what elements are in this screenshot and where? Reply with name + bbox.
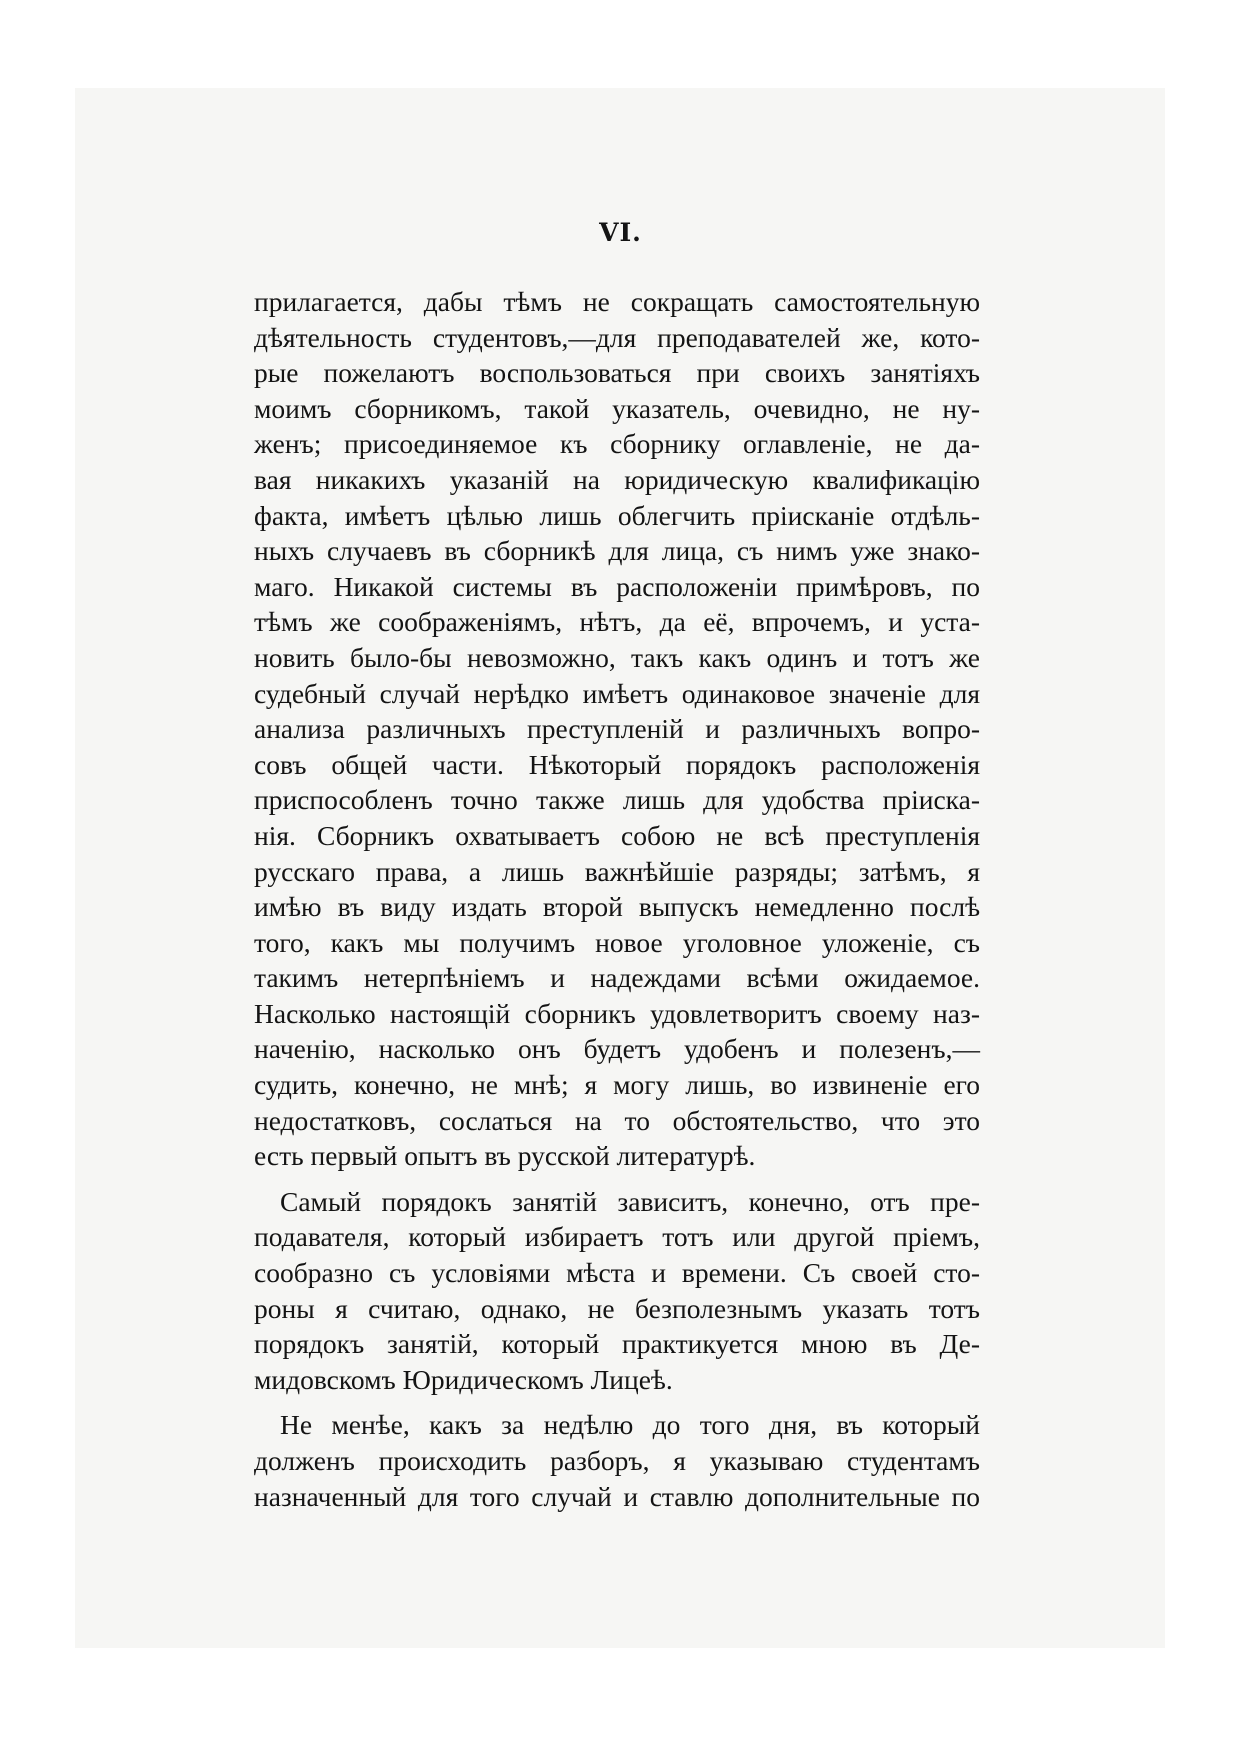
text-line: прилагается, дабы тѣмъ не сокращать самостоятельную	[254, 286, 980, 317]
text-line: судебный случай нерѣдко имѣетъ одинаковое значеніе для	[254, 677, 980, 709]
text-line: ныхъ случаевъ въ сборникѣ для лица, съ нимъ уже знако-	[254, 535, 980, 567]
text-line: сообразно съ условіями мѣста и времени. Съ своей сто-	[254, 1257, 980, 1289]
text-line: моимъ сборникомъ, такой указатель, очевидно, не ну-	[254, 392, 980, 424]
text-line: недостатковъ, сослаться на то обстоятельство, что это	[254, 1104, 980, 1136]
text-line: тѣмъ же соображеніямъ, нѣтъ, да её, впрочемъ, и уста-	[254, 606, 980, 638]
text-line: мидовскомъ Юридическомъ Лицеѣ.	[254, 1363, 673, 1395]
text-line: Не менѣе, какъ за недѣлю до того дня, въ который	[280, 1409, 980, 1441]
text-line: назначенный для того случай и ставлю дополнительные по	[254, 1480, 980, 1512]
text-line: анализа различныхъ преступленій и различныхъ вопро-	[254, 713, 980, 745]
text-line: того, какъ мы получимъ новое уголовное уложеніе, съ	[254, 926, 980, 958]
body-text	[254, 284, 980, 1524]
page-number: VI.	[599, 218, 642, 247]
text-line: порядокъ занятій, который практикуется мною въ Де-	[254, 1328, 980, 1360]
text-line: долженъ происходить разборъ, я указываю студентамъ	[254, 1445, 980, 1476]
text-line: русскаго права, а лишь важнѣйшіе разряды; затѣмъ, я	[254, 855, 980, 887]
text-line: дѣятельность студентовъ,—для преподавателей же, кото-	[254, 321, 980, 353]
text-line: Насколько настоящій сборникъ удовлетворитъ своему наз-	[254, 997, 980, 1029]
paragraph-2	[254, 1184, 980, 1398]
text-line: факта, имѣетъ цѣлью лишь облегчить прiисканіе отдѣль-	[254, 499, 980, 531]
text-line: судить, конечно, не мнѣ; я могу лишь, во извиненіе его	[254, 1069, 980, 1101]
text-line: подавателя, который избираетъ тотъ или другой пріемъ,	[254, 1221, 980, 1253]
text-line: такимъ нетерпѣніемъ и надеждами всѣми ожидаемое.	[254, 962, 980, 994]
text-line: наченію, насколько онъ будетъ удобенъ и полезенъ,—	[254, 1033, 980, 1065]
text-line: есть первый опытъ въ русской литературѣ.	[254, 1140, 756, 1172]
text-line: новить было-бы невозможно, такъ какъ одинъ и тотъ же	[254, 641, 980, 673]
text-line: вая никакихъ указаній на юридическую квалификацію	[254, 463, 980, 495]
paragraph-3	[254, 1407, 980, 1514]
text-line: совъ общей части. Нѣкоторый порядокъ расположенія	[254, 748, 980, 780]
text-line: Самый порядокъ занятій зависитъ, конечно, отъ пре-	[280, 1185, 980, 1217]
paragraph-1	[254, 284, 980, 1174]
text-line: рые пожелаютъ воспользоваться при своихъ занятіяхъ	[254, 357, 980, 389]
text-line: маго. Никакой системы въ расположеніи примѣровъ, по	[254, 570, 980, 602]
text-line: женъ; присоединяемое къ сборнику оглавленіе, не да-	[254, 428, 980, 460]
text-line: приспособленъ точно также лишь для удобства пріиска-	[254, 784, 980, 816]
text-line: роны я считаю, однако, не безполезнымъ указать тотъ	[254, 1292, 980, 1324]
text-line: нія. Сборникъ охватываетъ собою не всѣ преступленія	[254, 819, 980, 851]
text-line: имѣю въ виду издать второй выпускъ немедленно послѣ	[254, 891, 980, 923]
